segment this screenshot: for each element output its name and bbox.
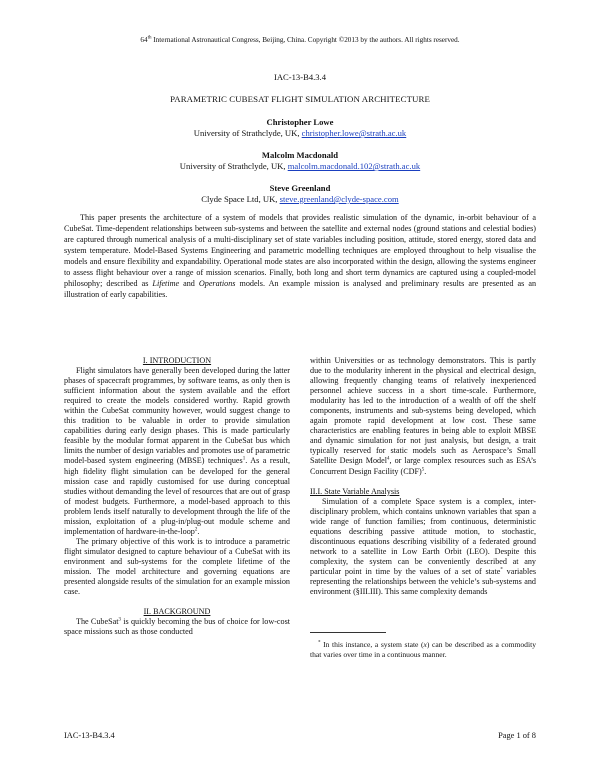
citation-ref: 1 [242, 456, 246, 462]
section-heading-introduction: I. INTRODUCTION [142, 356, 212, 365]
author-email-link[interactable]: christopher.lowe@strath.ac.uk [301, 128, 407, 138]
footnote-ref: * [500, 567, 503, 573]
author-affiliation: University of Strathclyde, UK, malcolm.macdonald.102@strath.ac.uk [179, 161, 421, 171]
author-email-link[interactable]: steve.greenland@clyde-space.com [279, 194, 399, 204]
right-column [310, 356, 536, 597]
author-email-link[interactable]: malcolm.macdonald.102@strath.ac.uk [287, 161, 421, 171]
author-name: Steve Greenland [269, 183, 331, 193]
footnote: * In this instance, a system state (x) can be described as a commodity that varies over time in a continuous manner. [310, 640, 536, 659]
citation-ref: 5 [421, 466, 425, 472]
paper-id: IAC-13-B4.3.4 [273, 72, 327, 82]
footnote-divider [310, 632, 386, 633]
footer-page-number: Page 1 of 8 [498, 731, 536, 740]
intro-paragraph: The primary objective of this work is to introduce a parametric flight simulator designed to capture behaviour of a CubeSat with its environment and sub-systems for the complete lifetime of the mission. The model architecture and governing equations are presented alongside results of the simulation for an example mission case. [64, 536, 290, 597]
background-paragraph: The CubeSat$^3$ is quickly becoming the bus of choice for low-cost space missions such as those conducted [64, 617, 290, 637]
conference-header [0, 36, 600, 44]
conference-ordinal: 64 [140, 36, 148, 44]
section-heading-background: II. BACKGROUND [143, 607, 211, 617]
footer-paper-id: IAC-13-B4.3.4 [64, 731, 115, 740]
abstract: This paper presents the architecture of a system of models that provides realistic simulation of the dynamic, in-orbit behaviour of a CubeSat. Time-dependent relationships between sub-systems and between the satellite and external nodes (ground stations and celestial bodies) are captured through numerical analysis of a multi-disciplinary set of state variables including position, attitude, stored energy, stored data and system temperature. Model-Based Systems Engineering and parametric modelling techniques are employed throughout to help visualise the models and ensure flexibility and expandability. Operational mode states are also incorporated within the design, allowing the systems engineer to assess flight behaviour over a range of mission scenarios. Finally, both long and short term dynamics are captured using a coupled-model philosophy; described as Lifetime and Operations models. An example mission is analysed and preliminary results are presented as an illustration of early capabilities. [64, 213, 537, 299]
paper-title: PARAMETRIC CUBESAT FLIGHT SIMULATION ARCHITECTURE [170, 94, 430, 104]
author-name: Christopher Lowe [266, 117, 334, 127]
footnote-mark: * [318, 640, 321, 646]
author-affiliation: University of Strathclyde, UK, christopher.lowe@strath.ac.uk [193, 128, 407, 138]
citation-ref: 2 [194, 527, 198, 533]
author-name: Malcolm Macdonald [261, 150, 339, 160]
state-variable-paragraph: Simulation of a complete Space system is a complex, inter-disciplinary problem, which contains unknown variables that span a wide range of function families; from continuous, deterministic equations describing passive attitude motion, to stochastic, discontinuous equations describing visibility of a federated ground network to a satellite in Low Earth Orbit (LEO). Despite this complexity, the system can be conveniently described at any particular point in time by the values of a set of state* variables representing the relationships between the vehicle’s sub-systems and environment (§III.III). This same complexity demands [310, 496, 536, 597]
left-column [64, 356, 290, 637]
background-paragraph-continued: within Universities or as technology demonstrators. This is partly due to the modularity inherent in the physical and electrical design, allowing frequently changing teams of relatively inexperienced personnel achieve success in a short time-scale. Furthermore, modularity has led to the introduction of a wealth of off the shelf components, instruments and sub-systems being developed, which again promote rapid development at low cost. These same characteristics are enabling features in being able to exploit MBSE and dynamic simulation for not just analysis, but design, a trait typically reserved for static models such as Aerospace’s Small Satellite Design Model$^4$, or large complex resources such as ESA’s Concurrent Design Facility (CDF)$^5$. [310, 356, 536, 476]
intro-paragraph: Flight simulators have generally been developed during the latter phases of spacecraft programmes, by software teams, as only then is sufficient information about the system available and the effort required to create the models considered worthy. Rapid growth within the CubeSat community however, would suggest change to this tradition to be valuable in order to provide simulation capabilities during early design phases. This is made particularly feasible by the modular format apparent in the CubeSat bus which limits the number of design variables and promotes use of parametric model-based system engineering (MBSE) techniques$^1$. As a result, high fidelity flight simulation can be developed for the general mission case and rapidly customised for use during conceptual studies without demanding the level of resources that are out of grasp of modest budgets. Furthermore, a model-based approach to this problem lends itself naturally to development through the life of the mission, exploitation of a plug-in/plug-out module scheme and implementation of hardware-in-the-loop$^2$. [64, 366, 290, 536]
author-affiliation: Clyde Space Ltd, UK, steve.greenland@clyde-space.com [201, 194, 399, 204]
conference-header-text: International Astronautical Congress, Beijing, China. Copyright ©2013 by the authors. All rights reserved. [151, 36, 460, 44]
ordinal-suffix: th [147, 35, 152, 41]
citation-ref: 4 [386, 456, 390, 462]
subsection-heading-state-variable-analysis: II.I. State Variable Analysis [310, 486, 400, 496]
citation-ref: 3 [118, 617, 121, 623]
